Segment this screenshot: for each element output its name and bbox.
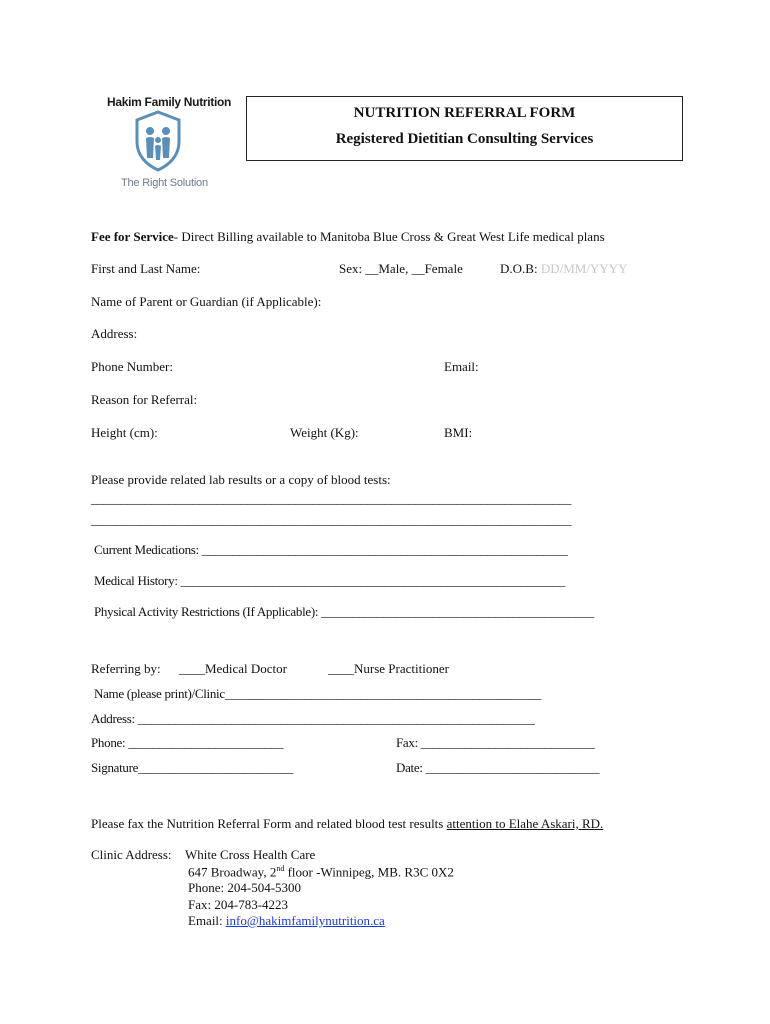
clinic-email-label: Email: <box>188 913 226 928</box>
weight-label: Weight (Kg): <box>290 425 359 440</box>
referrer-date: Date: ____________________________ <box>396 760 600 775</box>
page-subtitle: Registered Dietitian Consulting Services <box>335 131 594 147</box>
referrer-doctor-option: ____Medical Doctor <box>179 661 287 676</box>
clinic-name: White Cross Health Care <box>185 847 316 862</box>
referrer-phone: Phone: _________________________ <box>91 735 284 750</box>
fax-attention: attention to Elahe Askari, RD. <box>446 816 604 831</box>
height-label: Height (cm): <box>91 425 158 440</box>
clinic-street-b: floor -Winnipeg, MB. R3C 0X2 <box>284 864 454 880</box>
clinic-phone: Phone: 204-504-5300 <box>188 880 302 895</box>
dob-field[interactable] <box>500 261 627 277</box>
fee-line <box>91 229 605 245</box>
fee-bold: Fee for Service <box>91 229 174 244</box>
dob-placeholder[interactable]: DD/MM/YYYY <box>540 261 628 276</box>
dob-label: D.O.B: <box>500 261 538 276</box>
clinic-street-sup: nd <box>276 864 285 873</box>
bmi-label: BMI: <box>444 425 473 440</box>
fee-text: - Direct Billing available to Manitoba Blue Cross & Great West Life medical plans <box>173 229 605 244</box>
labs-prompt: Please provide related lab results or a copy of blood tests: <box>91 472 391 487</box>
page-title: NUTRITION REFERRAL FORM <box>353 105 576 121</box>
reason-label: Reason for Referral: <box>91 392 198 407</box>
labs-line-1: ________________________________________________________________________________ <box>91 491 571 506</box>
clinic-street <box>188 864 454 880</box>
logo-name: Hakim Family Nutrition <box>107 95 232 109</box>
logo-tagline: The Right Solution <box>121 177 208 189</box>
guardian-label: Name of Parent or Guardian (if Applicable): <box>91 294 322 309</box>
clinic-address-label: Clinic Address: <box>91 847 172 862</box>
phone-label: Phone Number: <box>91 359 173 374</box>
clinic-email <box>188 913 385 929</box>
title-box <box>246 96 683 161</box>
email-label: Email: <box>444 359 479 374</box>
medications-field: Current Medications: ___________________________________________________________ <box>94 542 568 557</box>
clinic-fax: Fax: 204-783-4223 <box>188 897 289 912</box>
labs-line-2: ________________________________________________________________________________ <box>91 512 571 527</box>
clinic-street-a: 647 Broadway, 2 <box>188 864 277 880</box>
referring-by-label: Referring by: <box>91 661 161 676</box>
address-label: Address: <box>91 326 138 341</box>
fax-instruction <box>91 816 603 832</box>
referrer-fax: Fax: ____________________________ <box>396 735 595 750</box>
sex-label: Sex: __Male, __Female <box>339 261 463 276</box>
activity-field: Physical Activity Restrictions (If Applicable): ____________________________________________ <box>94 604 594 619</box>
referrer-name-clinic: Name (please print)/Clinic___________________________________________________ <box>94 686 542 701</box>
clinic-email-link[interactable]: info@hakimfamilynutrition.ca <box>225 913 385 928</box>
logo-shield-icon <box>133 110 183 172</box>
referrer-signature: Signature_________________________ <box>91 760 294 775</box>
referrer-nurse-option: ____Nurse Practitioner <box>328 661 449 676</box>
name-label: First and Last Name: <box>91 261 201 276</box>
referrer-address: Address: ________________________________________________________________ <box>91 711 535 726</box>
fax-instruction-text: Please fax the Nutrition Referral Form and related blood test results <box>91 816 447 831</box>
history-field: Medical History: ______________________________________________________________ <box>94 573 566 588</box>
